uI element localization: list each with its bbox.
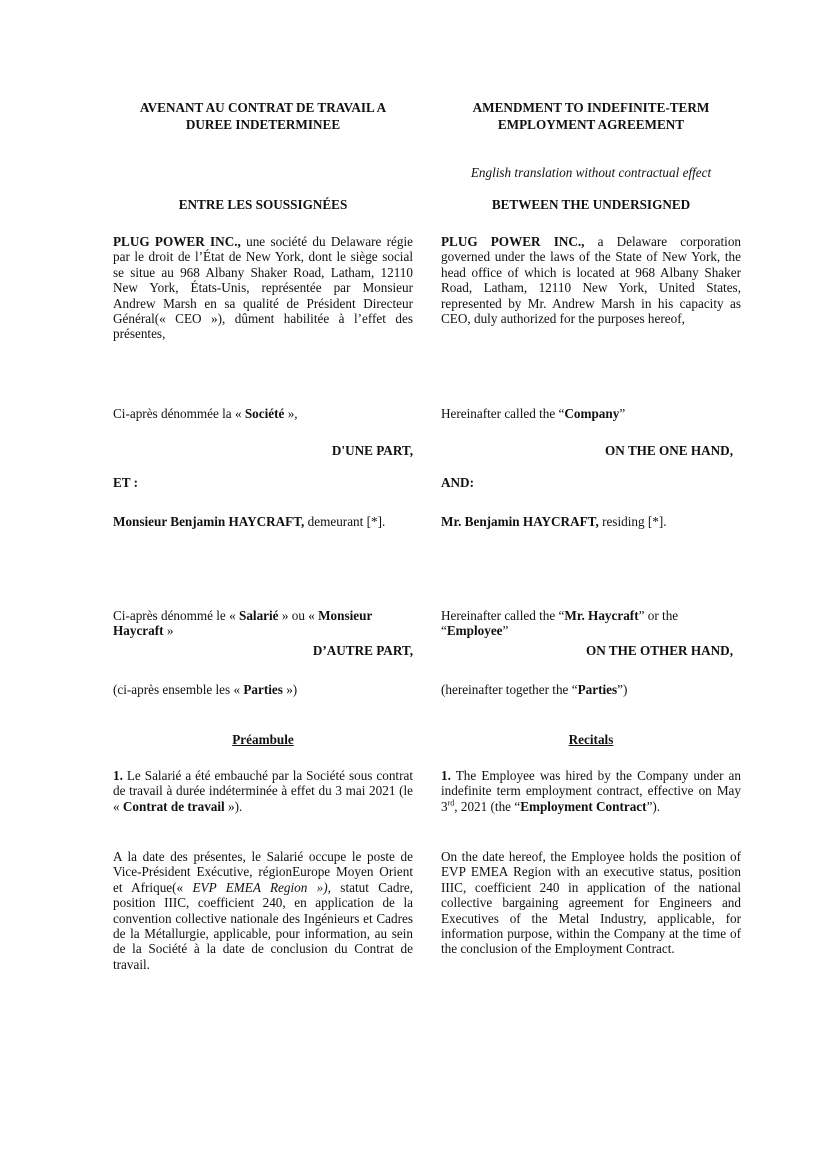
en-between-heading: BETWEEN THE UNDERSIGNED — [491, 197, 691, 212]
en-and: AND: — [441, 475, 474, 490]
en-hereafter-employee-bold2: Employee — [446, 623, 503, 639]
en-recital-1-text: The Employee was hired by the Company under an indefinite term employment contract, effective on May 3 — [441, 768, 741, 814]
fr-other-part: D’AUTRE PART, — [312, 643, 413, 658]
fr-recital-1-number: 1. — [113, 768, 123, 783]
en-hereafter-company-post: ” — [619, 406, 626, 421]
fr-title-line2: DUREE INDETERMINEE — [185, 117, 341, 132]
fr-recital-1-text: Le Salarié a été embauché par la Société sous contrat de travail à durée indéterminée à effet du 3 mai 2021 (le « — [113, 768, 413, 814]
en-title-line2: EMPLOYMENT AGREEMENT — [497, 117, 685, 132]
en-together-bold: Parties — [577, 682, 618, 697]
en-one-part: ON THE ONE HAND, — [605, 443, 733, 458]
fr-hereafter-company-pre: Ci-après dénommée la « — [113, 406, 245, 421]
en-hereafter-employee-mid: ” or the “ — [441, 608, 679, 639]
fr-recital-2-italic: EVP EMEA Region »), — [192, 879, 331, 895]
en-recital-1-bold: Employment Contract — [520, 798, 647, 814]
fr-hereafter-employee-bold2: Monsieur Haycraft — [113, 608, 373, 639]
en-hereafter-company — [441, 406, 741, 421]
en-hereafter-employee — [441, 608, 741, 639]
fr-company-paragraph — [113, 234, 413, 342]
en-employee-paragraph — [441, 514, 741, 529]
en-hereafter-company-pre: Hereinafter called the “ — [441, 406, 565, 421]
fr-employee-paragraph — [113, 514, 413, 529]
fr-together-pre: (ci-après ensemble les « — [113, 682, 244, 697]
en-company-name: PLUG POWER INC., — [441, 234, 585, 249]
fr-company-desc: une société du Delaware régie par le droit de l’État de New York, dont le siège social se situe au 968 Albany Shaker Road, Latham, 12110 New York, États-Unis, représentée par Monsieur Andrew Marsh en sa qualité de Président Directeur Général(« CEO »), dûment habilitée à l’effet des présentes, — [113, 234, 413, 342]
fr-preamble-heading: Préambule — [232, 732, 294, 747]
fr-recital-2 — [113, 849, 413, 972]
fr-hereafter-company — [113, 406, 413, 421]
fr-hereafter-employee-bold1: Salarié — [238, 608, 279, 623]
en-employee-name: Mr. Benjamin HAYCRAFT, — [441, 514, 599, 529]
en-together — [441, 682, 741, 697]
fr-hereafter-employee-pre: Ci-après dénommé le « — [113, 608, 239, 623]
en-recital-2: On the date hereof, the Employee holds the position of EVP EMEA Region with an executive status, position IIIC, coefficient 240 in application of the national collective bargaining agreement for Engineers and Executives of the Metal Industry, applicable, for information purpose, within the Company at the time of the conclusion of the Employment Contract. — [441, 849, 741, 957]
fr-recital-1 — [113, 768, 413, 814]
fr-together-bold: Parties — [243, 682, 283, 697]
en-recital-1-number: 1. — [441, 768, 451, 783]
en-employee-desc: residing [*]. — [598, 514, 667, 529]
en-title — [441, 99, 741, 133]
fr-title-line1: AVENANT AU CONTRAT DE TRAVAIL A — [139, 100, 387, 115]
en-recital-1-text2: , 2021 (the “ — [454, 798, 521, 814]
en-translation-note: English translation without contractual effect — [470, 165, 712, 180]
fr-employee-desc: demeurant [*]. — [304, 514, 386, 529]
fr-recital-1-bold: Contrat de travail — [122, 798, 225, 814]
fr-hereafter-company-bold: Société — [244, 406, 285, 421]
en-company-desc: a Delaware corporation governed under the laws of the State of New York, the head office of which is located at 968 Albany Shaker Road, Latham, 12110 New York, United States, represented by Mr. Andrew Marsh in his capacity as CEO, duly authorized for the purposes hereof, — [441, 234, 742, 327]
fr-recital-2-post: statut Cadre, position IIIC, coefficient 240, en application de la convention collective nationale des Ingénieurs et Cadres de la Métallurgie, applicable, pour information, au sein de la Société à la date de conclusion du Contrat de travail. — [113, 879, 413, 972]
fr-recital-2-pre: A la date des présentes, le Salarié occupe le poste de Vice-Président Exécutive, régionEurope Moyen Orient et Afrique(« — [113, 849, 413, 895]
fr-hereafter-company-post: », — [284, 406, 298, 421]
fr-together — [113, 682, 413, 697]
en-hereafter-company-bold: Company — [564, 406, 620, 421]
fr-hereafter-employee — [113, 608, 413, 639]
en-title-line1: AMENDMENT TO INDEFINITE-TERM — [472, 100, 710, 115]
en-recital-1 — [441, 768, 741, 814]
en-recitals-heading: Recitals — [568, 732, 614, 747]
en-hereafter-employee-post: ” — [502, 623, 509, 639]
en-hereafter-employee-pre: Hereinafter called the “ — [441, 608, 565, 623]
en-together-post: ”) — [617, 682, 628, 697]
fr-one-part: D'UNE PART, — [331, 443, 413, 458]
en-together-pre: (hereinafter together the “ — [441, 682, 578, 697]
fr-and: ET : — [113, 475, 139, 490]
fr-together-post: ») — [282, 682, 298, 697]
fr-between-heading: ENTRE LES SOUSSIGNÉES — [178, 197, 348, 212]
fr-hereafter-employee-mid: » ou « — [278, 608, 319, 623]
en-hereafter-employee-bold1: Mr. Haycraft — [564, 608, 639, 623]
en-other-part: ON THE OTHER HAND, — [585, 643, 733, 658]
fr-recital-1-post: »). — [224, 798, 243, 814]
fr-company-name: PLUG POWER INC., — [113, 234, 241, 249]
en-company-paragraph — [441, 234, 741, 326]
en-recital-1-sup: rd — [447, 798, 455, 808]
en-recital-1-post: ”). — [646, 798, 661, 814]
fr-hereafter-employee-post: » — [163, 623, 174, 639]
fr-employee-name: Monsieur Benjamin HAYCRAFT, — [113, 514, 305, 529]
fr-title — [113, 99, 413, 133]
